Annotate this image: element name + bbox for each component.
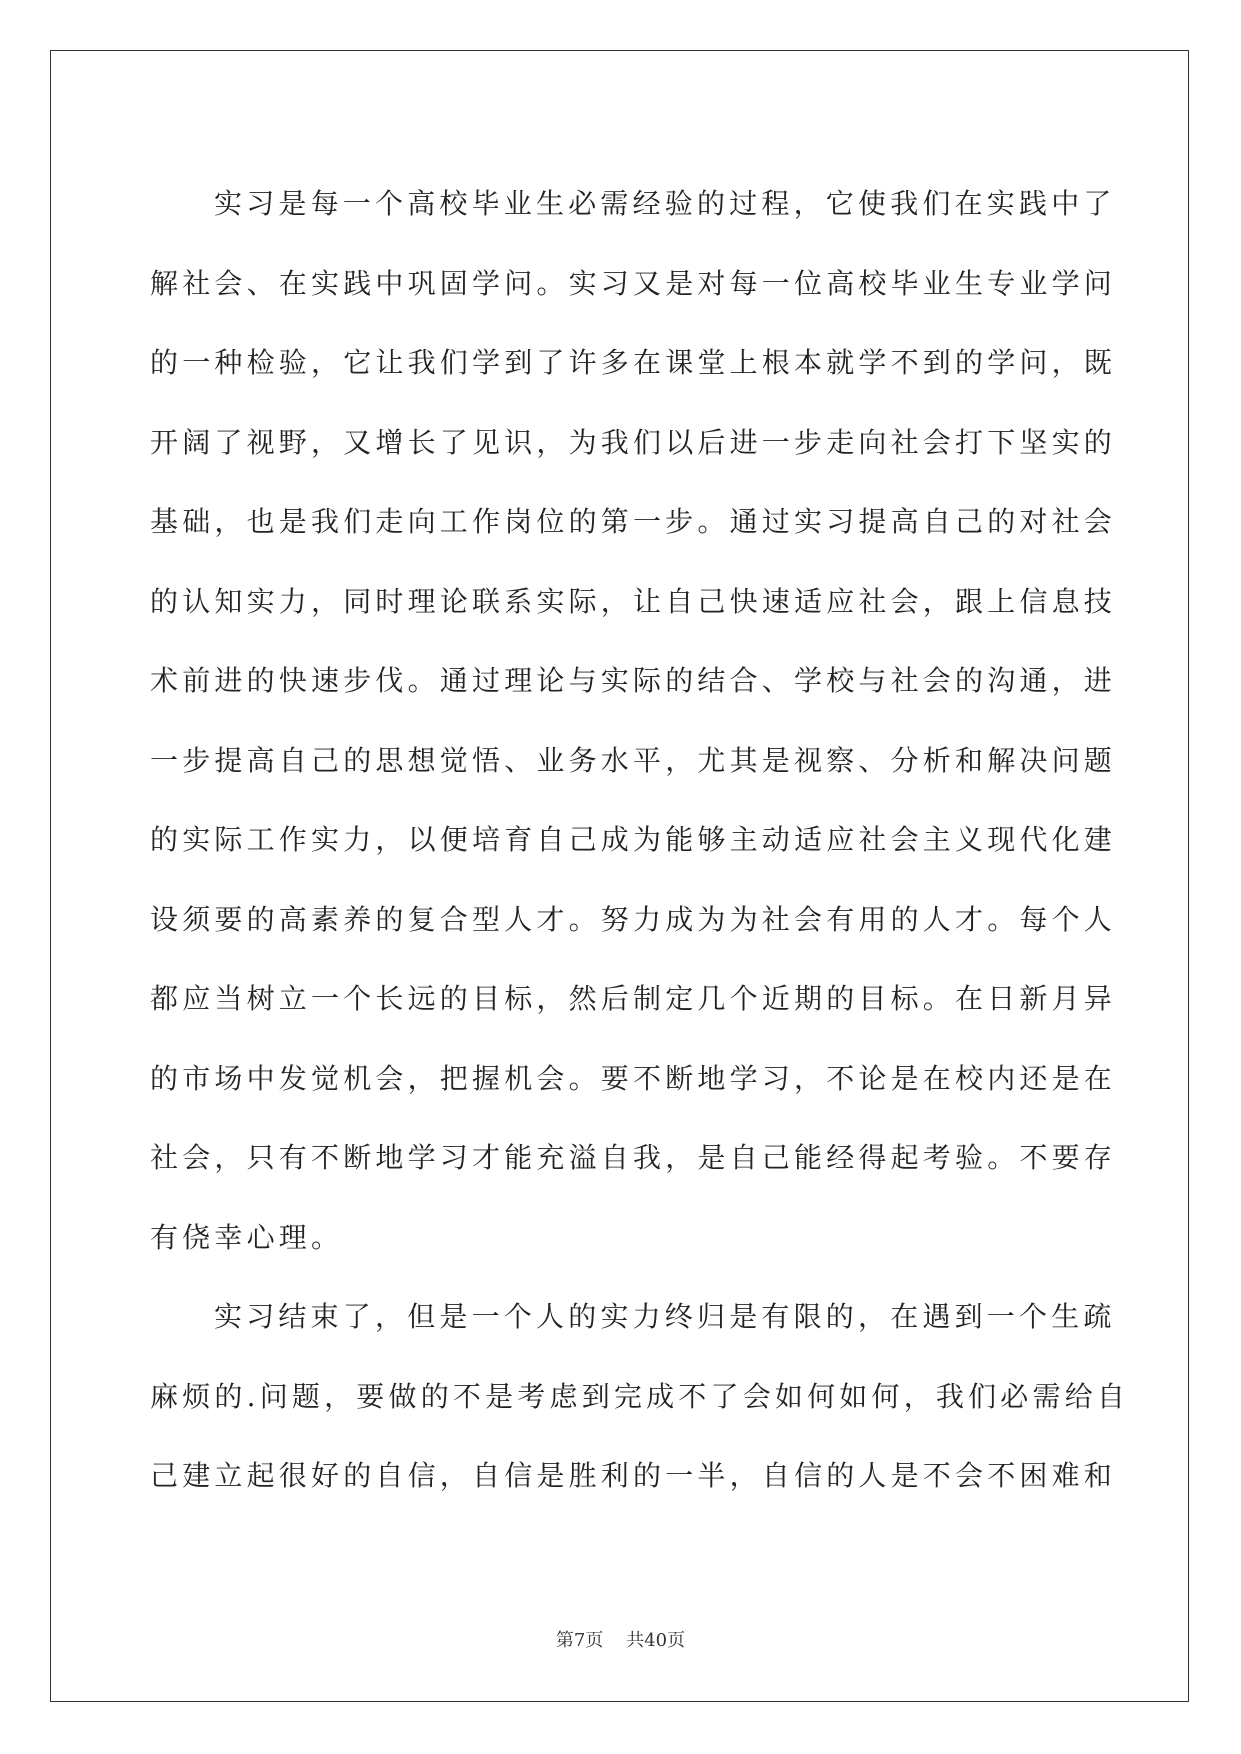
text-line: 的市场中发觉机会，把握机会。要不断地学习，不论是在校内还是在 xyxy=(150,1061,1117,1095)
text-line: 的实际工作实力，以便培育自己成为能够主动适应社会主义现代化建 xyxy=(150,823,1117,856)
text-line: 开阔了视野，又增长了见识，为我们以后进一步走向社会打下坚实的 xyxy=(150,425,1117,459)
text-line: 的认知实力，同时理论联系实际，让自己快速适应社会，跟上信息技 xyxy=(150,584,1117,618)
text-line: 麻烦的.问题，要做的不是考虑到完成不了会如何如何，我们必需给自 xyxy=(150,1379,1130,1413)
text-line: 己建立起很好的自信，自信是胜利的一半，自信的人是不会不困难和 xyxy=(150,1459,1117,1492)
text-line: 术前进的快速步伐。通过理论与实际的结合、学校与社会的沟通，进 xyxy=(150,664,1117,697)
paragraph-2 xyxy=(150,1277,1130,1516)
paragraph-1 xyxy=(150,164,1117,1277)
page-number: 第7页 xyxy=(555,1630,604,1651)
text-line: 设须要的高素养的复合型人才。努力成为为社会有用的人才。每个人 xyxy=(150,902,1117,936)
text-line: 社会，只有不断地学习才能充溢自我，是自己能经得起考验。不要存 xyxy=(150,1141,1117,1174)
text-line: 的一种检验，它让我们学到了许多在课堂上根本就学不到的学问，既 xyxy=(150,346,1117,379)
page-footer xyxy=(0,1626,1241,1652)
text-line: 基础，也是我们走向工作岗位的第一步。通过实习提高自己的对社会 xyxy=(150,505,1117,538)
text-line: 实习结束了，但是一个人的实力终归是有限的，在遇到一个生疏 xyxy=(214,1300,1116,1333)
text-line: 一步提高自己的思想觉悟、业务水平，尤其是视察、分析和解决问题 xyxy=(150,743,1117,777)
text-line: 解社会、在实践中巩固学问。实习又是对每一位高校毕业生专业学问 xyxy=(150,266,1117,300)
text-line: 有侥幸心理。 xyxy=(150,1220,344,1254)
document-body xyxy=(150,164,1130,1516)
text-line: 实习是每一个高校毕业生必需经验的过程，它使我们在实践中了 xyxy=(214,187,1116,220)
text-line: 都应当树立一个长远的目标，然后制定几个近期的目标。在日新月异 xyxy=(150,982,1117,1015)
page-total: 共40页 xyxy=(626,1630,686,1651)
